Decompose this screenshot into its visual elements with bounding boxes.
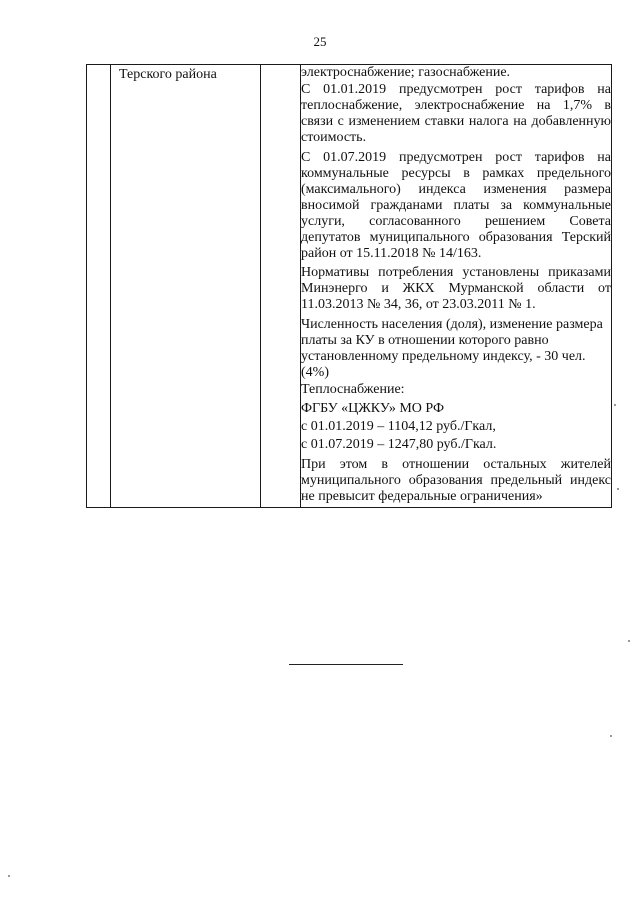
paragraph-rate-jan: с 01.01.2019 – 1104,12 руб./Гкал, [301, 419, 496, 434]
scan-speck [8, 875, 10, 877]
territory-cell [111, 65, 261, 508]
table-row [87, 65, 612, 508]
scan-speck [610, 735, 612, 737]
paragraph-rate-jul: с 01.07.2019 – 1247,80 руб./Гкал. [301, 437, 497, 452]
description-cell [301, 65, 612, 508]
empty-cell [261, 65, 301, 508]
paragraph-supplier: ФГБУ «ЦЖКУ» МО РФ [301, 401, 445, 416]
scan-speck [628, 640, 630, 642]
territory-name: Терского района [119, 67, 217, 82]
paragraph-tariff-growth-jul: С 01.07.2019 предусмотрен рост тарифов на коммунальные ресурсы в рамках предельного (максимального) индекса изменения размера вносимой гражданами платы за коммунальные услуги, согласованного решением Совета депутатов муниципального образования Терский район от 15.11.2018 № 14/163. [301, 150, 611, 261]
row-number-cell [87, 65, 111, 508]
paragraph-population-share: Численность населения (доля), изменение размера платы за КУ в отношении которого равно установленному предельному индексу, - 30 чел. (4%) [301, 317, 603, 380]
closing-divider-line [289, 664, 403, 665]
tariff-table [86, 64, 612, 508]
paragraph-heat-supply-heading: Теплоснабжение: [301, 382, 405, 397]
paragraph-consumption-norms: Нормативы потребления установлены приказами Минэнерго и ЖКХ Мурманской области от 11.03.2013 № 34, 36, от 23.03.2011 № 1. [301, 265, 611, 312]
paragraph-tariff-growth-jan: С 01.01.2019 предусмотрен рост тарифов на теплоснабжение, электроснабжение на 1,7% в связи с изменением ставки налога на добавленную стоимость. [301, 82, 611, 145]
paragraph-conclusion: При этом в отношении остальных жителей муниципального образования предельный индекс не превысит федеральные ограничения» [301, 457, 611, 504]
page-number: 25 [313, 34, 327, 49]
scan-speck [614, 404, 616, 406]
paragraph-supply-types: электроснабжение; газоснабжение. [301, 65, 511, 80]
scan-speck [617, 488, 619, 490]
